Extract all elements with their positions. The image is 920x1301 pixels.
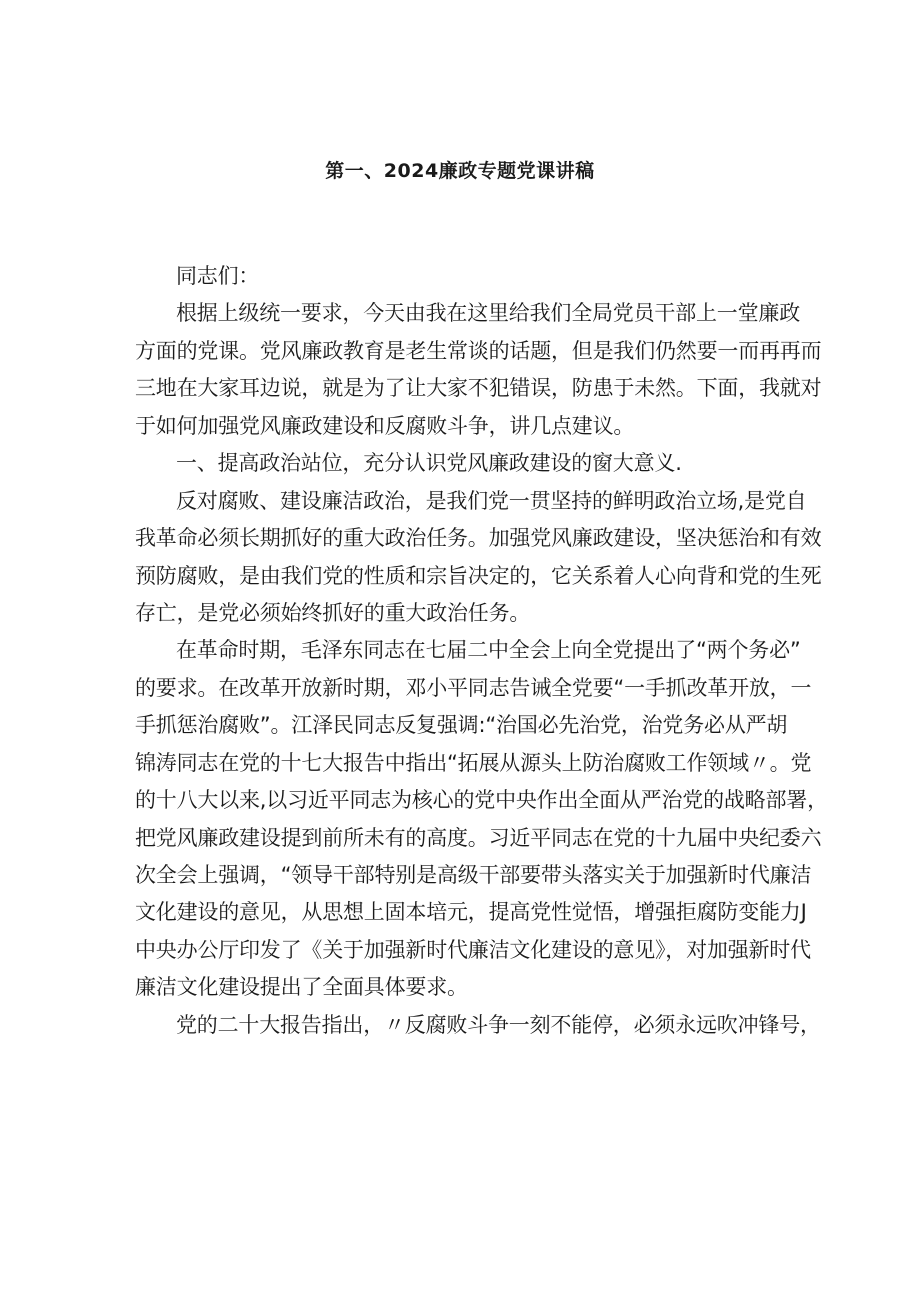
body-line-20: 廉洁文化建设提出了全面具体要求。 — [135, 975, 468, 1000]
body-line-12: 的要求。在改革开放新时期，邓小平同志告诫全党要“一手抓改革开放，一 — [135, 675, 812, 700]
body-line-2: 根据上级统一要求，今天由我在这里给我们全局党员干部上一堂廉政 — [176, 301, 800, 326]
body-line-16: 把党风廉政建设提到前所未有的高度。习近平同志在党的十九届中央纪委六 — [135, 825, 822, 850]
body-line-4: 三地在大家耳边说，就是为了让大家不犯错误，防患于未然。下面，我就对 — [135, 376, 822, 401]
body-line-7: 反对腐败、建设廉洁政治，是我们党一贯坚持的鲜明政治立场,是党自 — [176, 488, 807, 513]
body-line-5: 于如何加强党风廉政建设和反腐败斗争，讲几点建议。 — [135, 413, 635, 438]
body-line-1: 同志们： — [176, 264, 260, 288]
body-line-19: 中央办公厅印发了《关于加强新时代廉洁文化建设的意见》，对加强新时代 — [135, 937, 811, 962]
body-line-11: 在革命时期，毛泽东同志在七届二中全会上向全党提出了“两个务必” — [176, 638, 801, 663]
body-line-3: 方面的党课。党风廉政教育是老生常谈的话题，但是我们仍然要一而再再而 — [135, 338, 822, 363]
body-line-18: 文化建设的意见，从思想上固本培元，提高党性觉悟，增强拒腐防变能力J — [135, 900, 807, 925]
document-title: 第一、2024廉政专题党课讲稿 — [325, 160, 595, 182]
document-body — [135, 258, 828, 1044]
body-line-14: 锦涛同志在党的十七大报告中指出“拓展从源头上防治腐败工作领域〃。党 — [135, 750, 812, 775]
body-line-9: 预防腐败，是由我们党的性质和宗旨决定的，它关系着人心向背和党的生死 — [135, 563, 822, 588]
body-line-15: 的十八大以来,以习近平同志为核心的党中央作出全面从严治党的战略部署， — [135, 788, 828, 813]
body-line-10: 存亡，是党必须始终抓好的重大政治任务。 — [135, 600, 531, 625]
body-line-13: 手抓惩治腐败”。江泽民同志反复强调:“治国必先治党，治党务必从严胡 — [135, 713, 788, 738]
body-line-8: 我革命必须长期抓好的重大政治任务。加强党风廉政建设，坚决惩治和有效 — [135, 526, 822, 551]
section-heading-1: 一、提高政治站位，充分认识党风廉政建设的窗大意义. — [176, 451, 682, 476]
body-line-21: 党的二十大报告指出，〃反腐败斗争一刻不能停，必须永远吹冲锋号， — [176, 1012, 821, 1037]
body-line-17: 次全会上强调，“领导干部特别是高级干部要带头落实关于加强新时代廉洁 — [135, 863, 812, 887]
